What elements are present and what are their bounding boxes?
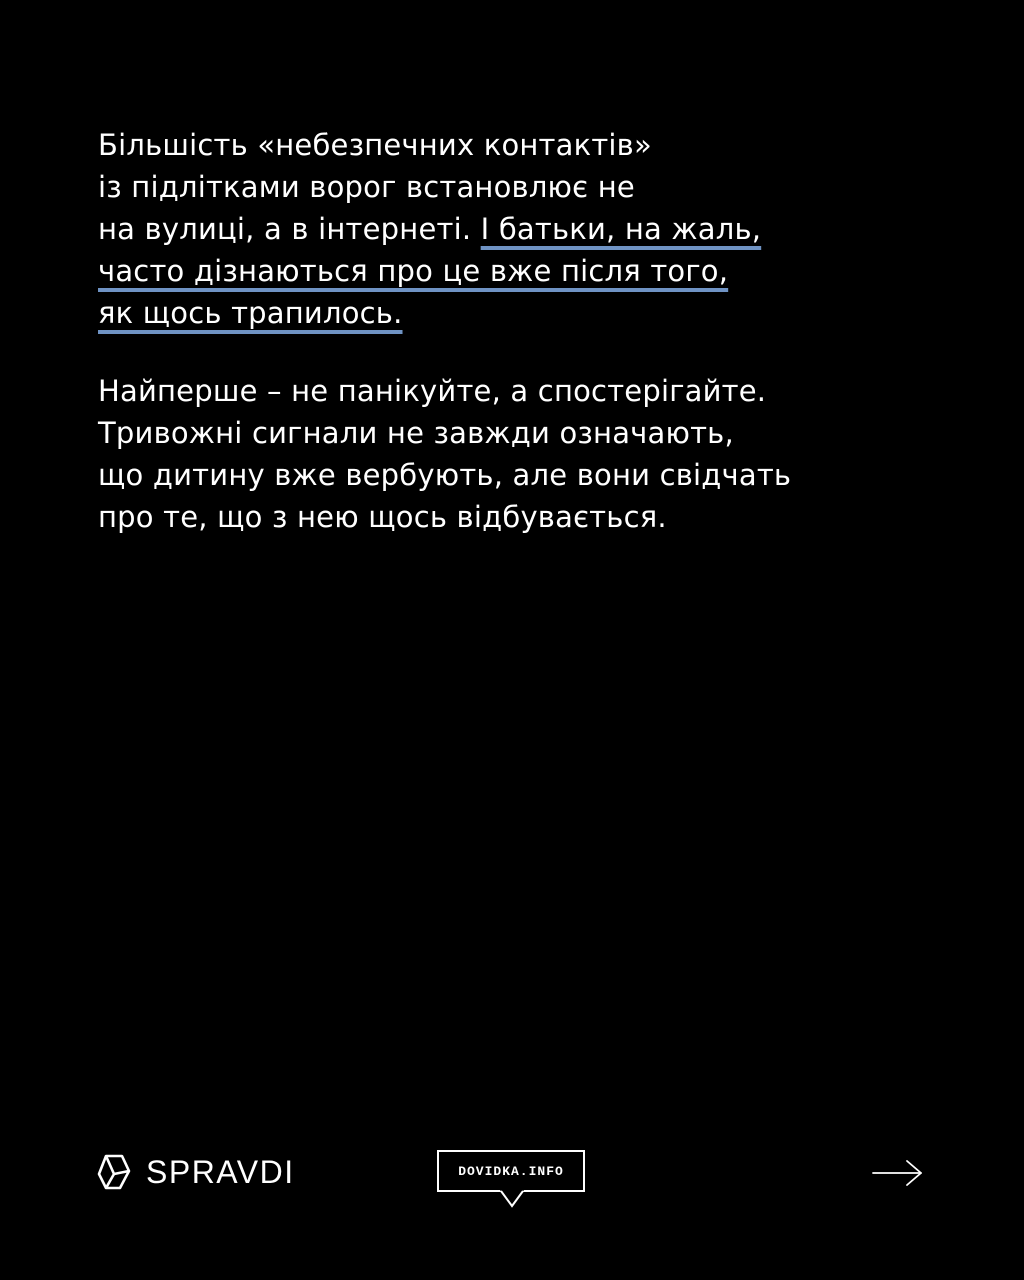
- highlighted-phrase: І батьки, на жаль,: [480, 212, 762, 246]
- paragraph-intro-line-5: [98, 292, 958, 334]
- spravdi-logo-icon: [96, 1152, 132, 1192]
- paragraph-intro-line-4: [98, 250, 958, 292]
- paragraph-advice-line-3: що дитину вже вербують, але вони свідчать: [98, 458, 792, 492]
- paragraph-advice-line-4: про те, що з нею щось відбувається.: [98, 500, 667, 534]
- arrow-right-icon[interactable]: [872, 1158, 924, 1188]
- paragraph-intro-line-3: [98, 208, 958, 250]
- paragraph-intro: [98, 124, 958, 334]
- highlighted-phrase: часто дізнаються про це вже після того,: [98, 254, 729, 288]
- spravdi-brand: [96, 1150, 295, 1194]
- paragraph-intro-line-1: Більшість «небезпечних контактів»: [98, 128, 652, 162]
- paragraph-intro-line-3-text: на вулиці, а в інтернеті.: [98, 212, 481, 246]
- brand-name: SPRAVDI: [146, 1153, 295, 1190]
- speech-bubble-tail-icon: [500, 1190, 524, 1210]
- paragraph-advice-line-1: Найперше – не панікуйте, а спостерігайте.: [98, 374, 767, 408]
- badge-text: DOVIDKA.INFO: [458, 1163, 564, 1179]
- dovidka-badge: [437, 1150, 585, 1192]
- highlighted-phrase: як щось трапилось.: [98, 296, 403, 330]
- paragraph-advice: [98, 370, 958, 538]
- paragraph-advice-line-2: Тривожні сигнали не завжди означають,: [98, 416, 734, 450]
- paragraph-intro-line-2: із підлітками ворог встановлює не: [98, 170, 635, 204]
